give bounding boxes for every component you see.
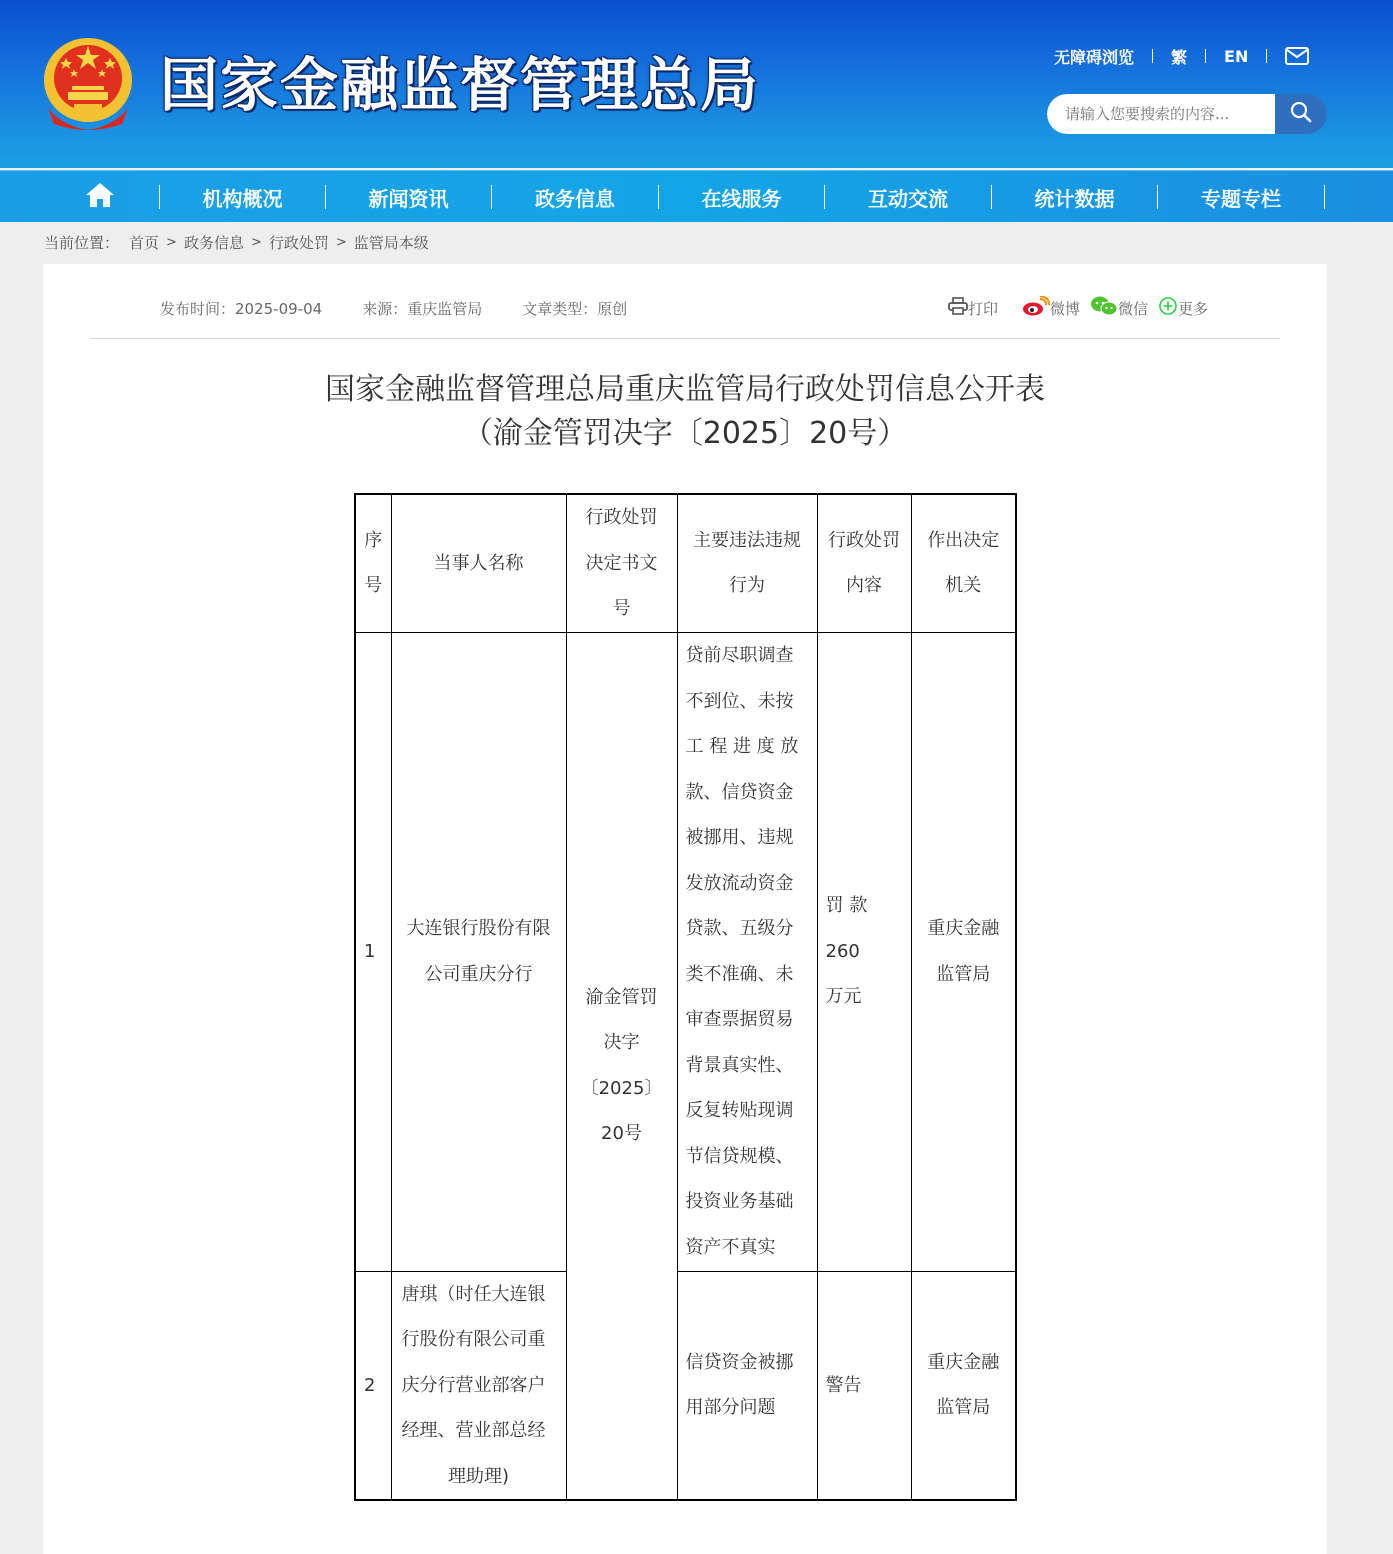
search-bar	[1047, 94, 1327, 134]
nav-item-interaction[interactable]: 互动交流	[868, 186, 948, 211]
header-text: 号	[364, 575, 383, 597]
cell-line: 工 程 进 度 放	[685, 736, 799, 757]
cell-line: 公司重庆分行	[424, 963, 533, 985]
divider	[1266, 49, 1267, 63]
cell-seq: 1	[355, 632, 391, 1271]
cell-line: 决字	[603, 1032, 640, 1054]
printer-icon	[948, 297, 968, 319]
header-text: 当事人名称	[433, 552, 524, 574]
cell-line: 重庆金融	[927, 918, 1000, 939]
publish-time: 发布时间：2025-09-04	[160, 300, 323, 318]
cell-line: 投资业务基础	[685, 1191, 794, 1212]
header-text: 序	[364, 529, 383, 551]
cell-line: 反复转贴现调	[685, 1100, 794, 1121]
table-row	[355, 1271, 1016, 1500]
breadcrumb-home[interactable]: 首页	[129, 233, 160, 252]
search-input[interactable]	[1047, 94, 1275, 134]
cell-line: 渝金管罚	[585, 986, 658, 1008]
header-text: 内容	[846, 575, 882, 597]
cell-authority	[911, 632, 1016, 1271]
wechat-label: 微信	[1118, 299, 1149, 318]
cell-party	[391, 1271, 566, 1500]
header-text: 行为	[729, 575, 765, 597]
share-toolbar	[948, 296, 1208, 320]
national-emblem-icon	[42, 36, 134, 132]
header-violation	[677, 494, 817, 632]
header-party	[391, 494, 566, 632]
top-links	[1054, 44, 1309, 68]
nav-item-news[interactable]: 新闻资讯	[368, 186, 449, 211]
title-line-2: （渝金管罚决字〔2025〕20号）	[462, 416, 908, 451]
header-penalty	[817, 494, 911, 632]
title-line-1: 国家金融监督管理总局重庆监管局行政处罚信息公开表	[325, 372, 1045, 407]
nav-item-about[interactable]: 机构概况	[202, 186, 283, 211]
breadcrumb-penalty[interactable]: 行政处罚	[268, 233, 329, 252]
breadcrumb-label: 当前位置：	[44, 233, 120, 252]
more-label: 更多	[1178, 299, 1209, 318]
cell-line: 背景真实性、	[685, 1054, 794, 1076]
wechat-share-button[interactable]	[1090, 296, 1148, 320]
nav-divider	[1324, 185, 1325, 209]
cell-line: 20号	[601, 1123, 642, 1145]
cell-party	[391, 632, 566, 1271]
print-label: 打印	[968, 299, 999, 318]
penalty-table	[354, 493, 1017, 1501]
cell-line: 唐琪（时任大连银	[401, 1283, 546, 1305]
cell-doc-no	[566, 632, 677, 1500]
cell-line: 罚 款 260	[825, 895, 868, 962]
article-source: 来源：重庆监管局	[362, 300, 483, 318]
header-text: 决定书文	[585, 552, 658, 574]
accessibility-link[interactable]: 无障碍浏览	[1054, 47, 1135, 67]
header-doc-no	[566, 494, 677, 632]
cell-line: 重庆金融	[927, 1351, 1000, 1373]
wechat-icon	[1090, 296, 1118, 320]
cell-violation	[677, 632, 817, 1271]
table-header-row	[355, 494, 1016, 632]
more-share-button[interactable]	[1158, 296, 1208, 320]
divider	[1205, 49, 1206, 63]
article-type: 文章类型：原创	[522, 300, 628, 318]
breadcrumb-separator: >	[166, 234, 177, 250]
cell-line: 大连银行股份有限	[406, 918, 551, 939]
table-row	[355, 632, 1016, 1271]
cell-line: 经理、营业部总经	[401, 1420, 546, 1441]
breadcrumb-separator: >	[250, 234, 262, 250]
english-link[interactable]: EN	[1224, 46, 1249, 66]
article-title	[43, 368, 1327, 456]
cell-line: 用部分问题	[685, 1397, 776, 1419]
cell-line: 警告	[825, 1374, 862, 1396]
weibo-label: 微博	[1050, 299, 1081, 318]
cell-line: 审查票据贸易	[685, 1009, 794, 1030]
cell-penalty	[817, 1271, 911, 1500]
cell-line: 庆分行营业部客户	[401, 1374, 546, 1396]
header-text: 机关	[945, 575, 982, 597]
cell-line: 类不准确、未	[685, 963, 794, 985]
cell-line: 〔2025〕	[580, 1077, 663, 1099]
article-meta	[160, 298, 667, 319]
cell-line: 行股份有限公司重	[401, 1329, 546, 1350]
home-icon	[85, 182, 115, 213]
header-text: 号	[612, 598, 631, 619]
nav-item-special-topics[interactable]: 专题专栏	[1201, 186, 1281, 211]
site-header	[0, 0, 1393, 168]
cell-line: 贷前尽职调查	[685, 645, 794, 666]
breadcrumb-separator: >	[335, 234, 347, 250]
header-authority	[911, 494, 1016, 632]
breadcrumb-gov-info[interactable]: 政务信息	[183, 233, 244, 252]
cell-line: 节信贷规模、	[685, 1145, 794, 1167]
meta-divider	[90, 338, 1280, 339]
search-button[interactable]	[1275, 94, 1327, 134]
print-button[interactable]	[948, 297, 998, 319]
cell-seq: 2	[355, 1271, 391, 1500]
nav-item-gov-info[interactable]: 政务信息	[535, 186, 615, 211]
cell-penalty	[817, 632, 911, 1271]
header-text: 主要违法违规	[693, 529, 801, 551]
search-icon	[1290, 101, 1312, 127]
cell-violation	[677, 1271, 817, 1500]
weibo-share-button[interactable]	[1022, 296, 1080, 320]
site-title[interactable]: 国家金融监督管理总局	[160, 51, 761, 119]
header-text: 行政处罚	[828, 529, 900, 551]
header-seq	[355, 494, 391, 632]
nav-item-online-service[interactable]: 在线服务	[701, 186, 782, 211]
cell-line: 不到位、未按	[685, 690, 794, 712]
cell-line: 贷款、五级分	[685, 918, 794, 939]
cell-line: 监管局	[936, 1397, 991, 1419]
cell-line: 信贷资金被挪	[685, 1351, 794, 1373]
mail-icon[interactable]	[1285, 47, 1309, 65]
traditional-chinese-link[interactable]: 繁	[1171, 47, 1188, 67]
breadcrumb-current[interactable]: 监管局本级	[353, 233, 429, 252]
breadcrumb	[44, 232, 429, 252]
header-text: 作出决定	[927, 529, 1000, 551]
header-text: 行政处罚	[585, 507, 658, 528]
cell-line: 万元	[825, 986, 862, 1008]
nav-home[interactable]	[70, 171, 130, 223]
cell-line: 发放流动资金	[685, 872, 794, 894]
cell-authority	[911, 1271, 1016, 1500]
nav-item-statistics[interactable]: 统计数据	[1034, 186, 1115, 211]
cell-line: 理助理)	[447, 1465, 510, 1487]
weibo-icon	[1022, 296, 1050, 320]
article-container	[43, 264, 1327, 1554]
plus-circle-icon	[1158, 296, 1178, 320]
divider	[1152, 49, 1153, 63]
cell-line: 监管局	[936, 963, 991, 985]
main-nav	[0, 170, 1393, 222]
cell-line: 被挪用、违规	[685, 827, 794, 848]
cell-line: 款、信贷资金	[685, 781, 794, 803]
cell-line: 资产不真实	[685, 1236, 776, 1258]
